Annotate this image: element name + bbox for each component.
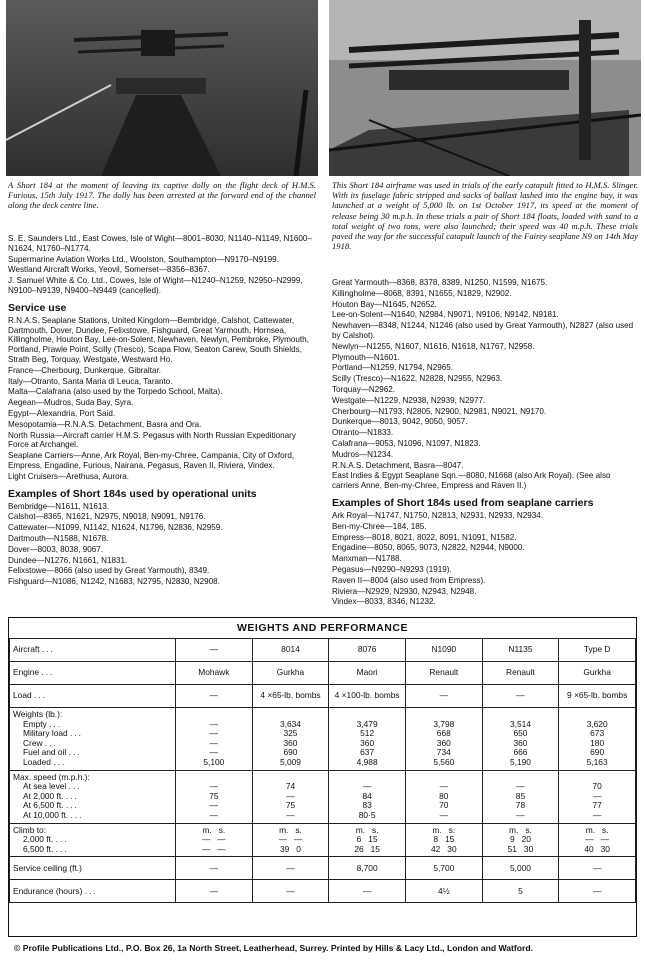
weights-performance-box [8,617,637,937]
table-cell: — [559,857,636,880]
table-cell: 5,000 [482,857,559,880]
engine-row [10,662,636,685]
climb-row [10,823,636,857]
service-line: Malta—Calafrana (also used by the Torpedo School, Malta). [8,387,223,397]
sub-label-text: Loaded [23,756,51,767]
manufacturer-line: Westland Aircraft Works, Yeovil, Somerset—8356–8367. [8,265,210,275]
unit-line: Houton Bay—N1645, N2652. [332,299,437,309]
cell-value: — [209,737,219,748]
manufacturer-line: J. Samuel White & Co. Ltd., Cowes, Isle of Wight—N1240–N1259, N2950–N2999, N9100–N9139, N9400–N9449 (cancelled). [8,276,303,295]
table-cell: Gurkha [252,662,329,685]
table-cell [482,823,559,857]
cell-value: 80·5 [358,809,376,820]
right-column [332,278,638,608]
leader-dots: ... [33,690,47,701]
endurance-row [10,880,636,903]
service-line: Seaplane Carriers—Anne, Ark Royal, Ben-my-Chree, Campania, City of Oxford, Empress, Engadine, Furious, Nairana, Pegasus, Raven II, Riviera, Vindex. [8,451,295,470]
service-line: Light Cruisers—Arethusa, Aurora. [8,471,130,481]
table-cell [405,770,482,823]
table-cell [405,708,482,771]
cell-value: 3,620 [586,718,608,729]
leader-dots: ... [65,790,79,801]
unit-line: Killingholme—8068, 8391, N1655, N1829, N2902. [332,288,512,298]
column-header: 8076 [329,639,406,662]
cell-value: 83 [362,800,372,811]
carriers-heading: Examples of Short 184s used from seaplane carriers [332,496,594,509]
cell-value: 673 [590,728,605,739]
cell-value: 42 30 [430,843,457,854]
service-line: Aegean—Mudros, Suda Bay, Syra. [8,398,134,408]
unit-line: R.N.A.S. Detachment, Basra—8047. [332,460,464,470]
table-cell: 5 [482,880,559,903]
climb-units: m. s. [355,824,379,835]
table-cell: 9 ×65-lb. bombs [559,685,636,708]
table-cell: — [482,685,559,708]
unit-line: East Indies & Egypt Seaplane Sqn.—8080, N1668 (also Ark Royal). (See also carriers Anne, Ben-my-Chree, Empress and Raven II.) [332,471,611,491]
table-cell: — [176,685,253,708]
cell-value: 668 [436,728,451,739]
leader-dots: ... [41,644,55,655]
service-use-heading: Service use [8,301,67,314]
cell-value: — [209,718,219,729]
group-label: Climb to: [13,824,47,835]
column-header: Type D [559,639,636,662]
column-header: N1090 [405,639,482,662]
carrier-line: Manxman—N1788. [332,554,402,564]
unit-line: Calafrana—9053, N1096, N1097, N1823. [332,438,481,448]
row-label [10,708,176,771]
unit-line: Dunkerque—8013, 9042, 9050, 9057. [332,417,468,427]
unit-line: Bembridge—N1611, N1613. [8,501,110,511]
cell-value: — — [201,843,226,854]
group-label: Max. speed (m.p.h.): [13,771,90,782]
unit-line: Dundee—N1276, N1661, N1831. [8,555,128,565]
sub-label-text: At 6,500 ft. [23,800,64,811]
cell-value: 9 20 [509,834,531,845]
column-header: 8014 [252,639,329,662]
manufacturer-line: Supermarine Aviation Works Ltd., Woolston, Southampton—N9170–N9199. [8,254,279,264]
cell-value: 77 [592,800,602,811]
sub-label-text: Military load [23,728,68,739]
carrier-line: Ben-my-Chree—184, 185. [332,521,427,531]
service-line: France—Cherbourg, Dunkerque. Gibraltar. [8,365,161,375]
carrier-line: Engadine—8050, 8065, 9073, N2822, N2944, N9000. [332,543,525,553]
cell-value: 690 [283,747,298,758]
service-paragraph: R.N.A.S. Seaplane Stations, United Kingdom—Bembridge, Calshot, Cattewater, Dartmouth, Dover, Dundee, Felixstowe, Fishguard, Great Yarmouth, Hornsea, Killingholme, Houton Bay, Lee-on-Solent, Newhaven, Newlyn, Pembroke, Plymouth, Portland, Prawle Point, Scilly (Tresco), Scapa Flow, Seaton Carew, South Shields, Strath Beg, Torquay, Westgate, Westward Ho. [8,315,309,364]
cell-value: — [362,781,372,792]
table-cell [482,770,559,823]
caption-left: A Short 184 at the moment of leaving its captive dolly on the flight deck of H.M.S. Furious, 15th July 1917. The dolly has been arrested at the forward end of the channel along the deck centre line. [8,180,316,211]
cell-value: 360 [513,737,528,748]
seaplane-photo-left [6,0,318,176]
row-label [10,770,176,823]
cell-value: 39 0 [280,843,301,854]
ceiling-row [10,857,636,880]
service-line: Italy—Otranto, Santa Maria di Leuca, Taranto. [8,376,173,386]
load-row [10,685,636,708]
climb-units: m. s. [509,824,532,835]
sub-label-text: Crew [23,737,43,748]
table-cell: — [329,880,406,903]
unit-line: Felixstowe—8066 (also used by Great Yarmouth), 8349. [8,566,210,576]
cell-value: 512 [360,728,375,739]
table-cell [252,770,329,823]
row-label [10,880,176,903]
photo-slinger-catapult [329,0,641,176]
sub-label-text: 2,000 ft. [23,834,54,845]
cell-value: — [209,747,219,758]
sub-label-text: 6,500 ft. [23,843,54,854]
cell-value: 75 [285,800,296,811]
leader-dots: ... [68,747,82,758]
column-header: N1135 [482,639,559,662]
table-title: WEIGHTS AND PERFORMANCE [237,622,408,634]
leader-dots: ... [53,756,67,767]
cell-value: — [286,790,295,801]
cell-value: 75 [209,790,219,801]
leader-dots: ... [55,843,69,854]
table-cell [559,708,636,771]
sub-label [13,811,172,821]
unit-line: Calshot—8365, N1621, N2975, N9018, N9091, N9176. [8,512,206,522]
table-cell [176,770,253,823]
cell-value: 734 [436,747,451,758]
cell-value: — [439,781,448,792]
sub-label-text: At 10,000 ft. [23,809,69,820]
seaplane-photo-right [329,0,641,176]
copyright-footer: © Profile Publications Ltd., P.O. Box 26, 1a North Street, Leatherhead, Surrey. Printed by Hills & Lacy Ltd., London and Watford. [14,943,534,953]
cell-value: 690 [590,747,605,758]
table-cell: — [405,685,482,708]
table-cell: 5,700 [405,857,482,880]
leader-dots: ... [65,800,79,811]
cell-value: 70 [592,781,602,792]
table-cell: 4 ×65-lb. bombs [252,685,329,708]
unit-line: Mudros—N1234. [332,449,394,459]
cell-value: 360 [436,737,451,748]
table-cell: Renault [405,662,482,685]
cell-value: 8 15 [433,834,455,845]
cell-value: 5,100 [203,756,225,767]
sub-label [13,845,172,855]
manufacturer-line: S. E. Saunders Ltd., East Cowes, Isle of Wight—8001–8030, N1140–N1149, N1600–N1624, N1760–N1774. [8,234,312,253]
table-cell [329,708,406,771]
cell-value: — [209,800,219,811]
unit-line: Portland—N1259, N1794, N2965. [332,363,454,373]
row-label-text: Endurance (hours) [13,885,83,896]
cell-value: 360 [360,737,375,748]
cell-value: 4,988 [356,756,378,767]
unit-line: Plymouth—N1601. [332,352,400,362]
unit-line: Fishguard—N1086, N1242, N1683, N2795, N2830, N2908. [8,577,220,587]
unit-line: Great Yarmouth—8368, 8378, 8389, N1250, N1599, N1675. [332,278,548,287]
cell-value: 84 [362,790,372,801]
cell-value: — [209,781,219,792]
cell-value: — — [278,834,303,845]
carrier-line: Empress—8018, 8021, 8022, 8091, N1091, N1582. [332,532,517,542]
leader-dots: ... [41,667,55,678]
speed-row [10,770,636,823]
table-cell: — [252,880,329,903]
cell-value: 74 [285,781,296,792]
table-cell: — [252,857,329,880]
cell-value: 78 [515,800,526,811]
table-cell: 4½ [405,880,482,903]
unit-line: Torquay—N2962. [332,384,395,394]
carrier-line: Raven II—8004 (also used from Empress). [332,575,486,585]
unit-line: Westgate—N1229, N2938, N2939, N2977. [332,395,486,405]
row-label [10,685,176,708]
carrier-line: Pegasus—N9290–N9293 (1919). [332,564,452,574]
cell-value: 51 30 [507,843,534,854]
cell-value: 3,798 [433,718,455,729]
sub-label-text: Fuel and oil [23,747,67,758]
cell-value: 180 [590,737,605,748]
cell-value: — [209,728,219,739]
climb-units: m. s. [202,824,226,835]
table-cell: 8,700 [329,857,406,880]
table-cell: Maori [329,662,406,685]
leader-dots: ... [55,834,69,845]
cell-value: — [516,809,525,820]
unit-line: Scilly (Tresco)—N1622, N2828, N2955, N2963. [332,374,503,384]
weights-row [10,708,636,771]
service-line: Mesopotamia—R.N.A.S. Detachment, Basra and Ora. [8,419,202,429]
photo-furious-takeoff [6,0,318,176]
table-cell [329,823,406,857]
cell-value: 85 [515,790,526,801]
unit-line: Cherbourg—N1793, N2805, N2900, N2981, N9021, N9170. [332,406,547,416]
column-header: — [176,639,253,662]
table-cell [559,770,636,823]
table-cell: 4 ×100-lb. bombs [329,685,406,708]
climb-units: m. s. [585,824,609,835]
row-label [10,662,176,685]
cell-value: — [592,809,602,820]
table-cell [252,708,329,771]
cell-value: 3,634 [280,718,301,729]
carrier-line: Ark Royal—N1747, N1750, N2813, N2931, N2933, N2934. [332,510,544,520]
leader-dots: ... [44,737,58,748]
table-header-row [10,639,636,662]
table-cell [176,708,253,771]
carrier-line: Vindex—8033, 8346, N1232. [332,597,436,607]
climb-units: m. s. [432,824,456,835]
left-column [8,234,318,588]
sub-label-text: At sea level [23,781,67,792]
cell-value: 637 [360,747,375,758]
cell-value: 26 15 [354,843,380,854]
table-cell: — [559,880,636,903]
leader-dots: ... [68,781,82,792]
table-cell [405,823,482,857]
row-label-text: Aircraft [13,644,40,655]
row-label-text: Load [13,690,32,701]
cell-value: 5,190 [509,756,531,767]
carrier-line: Riviera—N2929, N2930, N2943, N2948. [332,586,477,596]
cell-value: 650 [513,728,528,739]
cell-value: 3,514 [509,718,531,729]
cell-value: 360 [283,737,298,748]
cell-value: 5,560 [433,756,455,767]
table-cell [482,708,559,771]
sub-label-text: Empty [23,718,47,729]
unit-line: Dartmouth—N1588, N1678. [8,533,109,543]
table-cell: — [176,857,253,880]
table-cell [252,823,329,857]
row-label [10,639,176,662]
leader-dots: ... [70,728,83,739]
cell-value: 5,163 [586,756,608,767]
cell-value: — — [585,834,609,845]
performance-table [9,638,636,903]
row-label-text: Service ceiling (ft.) [13,862,82,873]
table-cell [559,823,636,857]
cell-value: 3,479 [356,718,378,729]
unit-line: Dover—8003, 8038, 9067. [8,544,103,554]
climb-units: m. s. [279,824,302,835]
unit-line: Newhaven—8348, N1244, N1246 (also used by Great Yarmouth), N2827 (also used by Calshot). [332,321,634,340]
service-line: Egypt—Alexandria, Port Said. [8,408,116,418]
cell-value: 40 30 [584,843,610,854]
sub-label-text: At 2,000 ft. [23,790,64,801]
table-cell [176,823,253,857]
unit-line: Lee-on-Solent—N1640, N2984, N9071, N9106, N9142, N9181. [332,310,559,320]
sub-label [13,758,172,768]
table-cell: Gurkha [559,662,636,685]
cell-value: 70 [439,800,449,811]
group-label: Weights (lb.): [13,709,63,719]
unit-line: Cattewater—N1099, N1142, N1624, N1796, N2836, N2959. [8,523,223,533]
cell-value: 5,009 [280,756,301,767]
row-label [10,857,176,880]
leader-dots: ... [49,718,63,729]
cell-value: — — [201,834,226,845]
cell-value: 80 [439,790,449,801]
cell-value: — [592,790,602,801]
cell-value: — [439,809,448,820]
unit-line: Otranto—N1833. [332,428,394,438]
cell-value: 325 [283,728,298,739]
leader-dots: ... [84,885,98,896]
table-cell [329,770,406,823]
cell-value: 6 15 [356,834,378,845]
leader-dots: ... [70,809,84,820]
units-heading: Examples of Short 184s used by operational units [8,487,257,500]
service-line: North Russia—Aircraft carrier H.M.S. Pegasus with North Russian Expeditionary Force at Archangel. [8,430,296,450]
cell-value: — [286,809,295,820]
caption-right: This Short 184 airframe was used in trials of the early catapult fitted to H.M.S. Slinger. With its fuselage fabric stripped and sacks of ballast lashed into the engine bay, it was launched at a weight of 5,000 lb. on 1st October 1917, its speed at the moment of release being 30 m.p.h. In these trials a pair of Short 184 floats, loaded with sand to a total weight of two tons, were also launched; their speed was 40 m.p.h. These trials paved the way for the successful catapult launch of the Fairey seaplane N9 on 14th May 1918. [332,180,638,252]
row-label-text: Engine [13,667,40,678]
table-cell: — [176,880,253,903]
cell-value: — [209,809,219,820]
cell-value: — [516,781,525,792]
table-cell: Renault [482,662,559,685]
table-cell: Mohawk [176,662,253,685]
unit-line: Newlyn—N1255, N1607, N1616, N1618, N1767, N2958. [332,341,535,351]
cell-value: 666 [513,747,528,758]
row-label [10,823,176,857]
